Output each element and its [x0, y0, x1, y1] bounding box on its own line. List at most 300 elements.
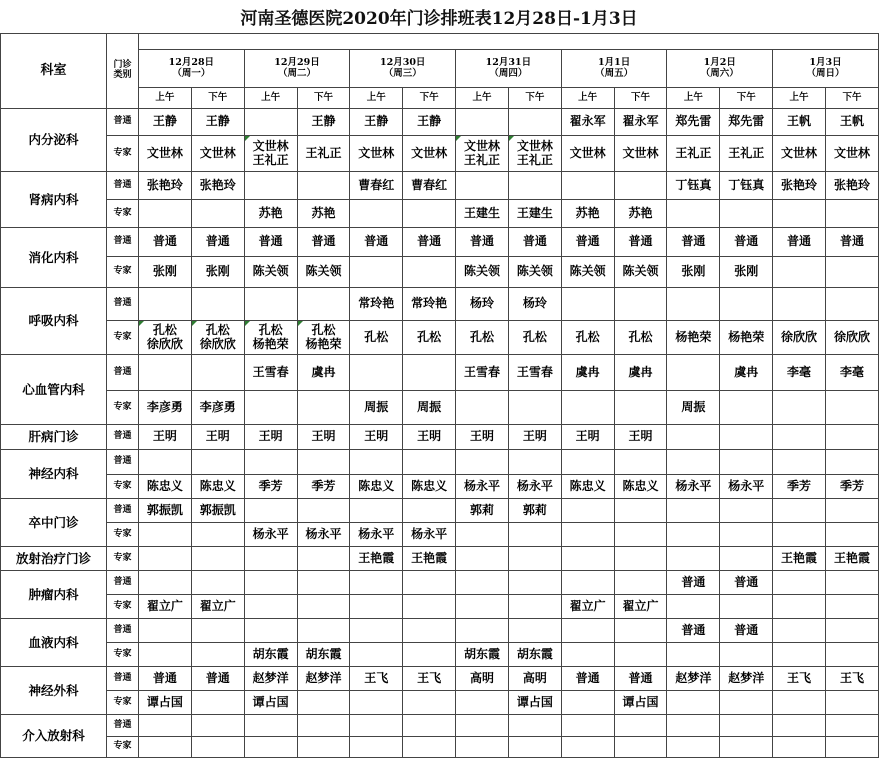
schedule-cell[interactable]	[825, 737, 878, 758]
schedule-cell[interactable]: 普通	[139, 667, 192, 691]
schedule-cell[interactable]: 孔松 杨艳荣	[297, 321, 350, 355]
dept-name[interactable]: 血液内科	[1, 619, 107, 667]
schedule-cell[interactable]	[297, 571, 350, 595]
schedule-cell[interactable]	[667, 355, 720, 391]
schedule-cell[interactable]	[825, 571, 878, 595]
schedule-cell[interactable]	[773, 288, 826, 321]
schedule-cell[interactable]: 普通	[561, 228, 614, 257]
pm-header[interactable]: 下午	[614, 88, 667, 109]
schedule-cell[interactable]: 虞冉	[561, 355, 614, 391]
schedule-cell[interactable]	[614, 499, 667, 523]
schedule-cell[interactable]: 李毫	[773, 355, 826, 391]
schedule-cell[interactable]	[403, 595, 456, 619]
clinic-type[interactable]: 普通	[107, 355, 139, 391]
schedule-cell[interactable]	[297, 547, 350, 571]
schedule-cell[interactable]: 文世林	[403, 136, 456, 172]
day-header[interactable]: 12月31日 （周四）	[456, 50, 562, 88]
schedule-cell[interactable]	[825, 523, 878, 547]
schedule-cell[interactable]: 普通	[667, 619, 720, 643]
schedule-cell[interactable]	[297, 691, 350, 715]
schedule-cell[interactable]: 王艳霞	[825, 547, 878, 571]
schedule-cell[interactable]: 胡东霞	[508, 643, 561, 667]
day-header[interactable]: 1月1日 （周五）	[561, 50, 667, 88]
schedule-cell[interactable]: 杨永平	[350, 523, 403, 547]
am-header[interactable]: 上午	[773, 88, 826, 109]
schedule-cell[interactable]: 文世林	[825, 136, 878, 172]
schedule-cell[interactable]: 王静	[350, 109, 403, 136]
schedule-cell[interactable]	[403, 643, 456, 667]
am-header[interactable]: 上午	[561, 88, 614, 109]
schedule-cell[interactable]	[561, 715, 614, 737]
am-header[interactable]: 上午	[350, 88, 403, 109]
schedule-cell[interactable]	[456, 450, 509, 475]
schedule-cell[interactable]	[139, 643, 192, 667]
schedule-cell[interactable]	[456, 172, 509, 200]
schedule-cell[interactable]	[191, 571, 244, 595]
schedule-cell[interactable]	[508, 109, 561, 136]
schedule-cell[interactable]: 陈忠义	[403, 475, 456, 499]
schedule-cell[interactable]	[667, 523, 720, 547]
schedule-cell[interactable]: 丁钰真	[720, 172, 773, 200]
schedule-cell[interactable]: 谭占国	[244, 691, 297, 715]
schedule-cell[interactable]	[773, 737, 826, 758]
schedule-cell[interactable]: 张艳玲	[139, 172, 192, 200]
schedule-cell[interactable]	[614, 288, 667, 321]
schedule-cell[interactable]	[720, 450, 773, 475]
schedule-cell[interactable]: 陈关领	[508, 257, 561, 288]
clinic-type[interactable]: 专家	[107, 547, 139, 571]
schedule-cell[interactable]	[720, 595, 773, 619]
schedule-cell[interactable]: 杨永平	[456, 475, 509, 499]
schedule-cell[interactable]: 王明	[244, 425, 297, 450]
schedule-cell[interactable]: 王飞	[403, 667, 456, 691]
dept-name[interactable]: 心血管内科	[1, 355, 107, 425]
schedule-cell[interactable]: 谭占国	[508, 691, 561, 715]
schedule-cell[interactable]	[350, 200, 403, 228]
schedule-cell[interactable]	[139, 523, 192, 547]
schedule-cell[interactable]	[403, 715, 456, 737]
schedule-cell[interactable]: 王明	[614, 425, 667, 450]
schedule-cell[interactable]	[350, 355, 403, 391]
schedule-cell[interactable]: 季芳	[773, 475, 826, 499]
schedule-cell[interactable]: 文世林	[614, 136, 667, 172]
schedule-cell[interactable]: 孔松	[456, 321, 509, 355]
dept-name[interactable]: 消化内科	[1, 228, 107, 288]
schedule-cell[interactable]	[139, 450, 192, 475]
schedule-cell[interactable]: 虞冉	[614, 355, 667, 391]
schedule-cell[interactable]	[614, 715, 667, 737]
schedule-cell[interactable]	[403, 619, 456, 643]
pm-header[interactable]: 下午	[297, 88, 350, 109]
schedule-cell[interactable]	[561, 619, 614, 643]
schedule-cell[interactable]	[720, 737, 773, 758]
schedule-cell[interactable]: 季芳	[244, 475, 297, 499]
schedule-cell[interactable]: 孔松 徐欣欣	[139, 321, 192, 355]
clinic-type[interactable]: 普通	[107, 172, 139, 200]
schedule-cell[interactable]	[561, 523, 614, 547]
schedule-cell[interactable]: 普通	[720, 619, 773, 643]
schedule-cell[interactable]	[773, 499, 826, 523]
schedule-cell[interactable]: 孔松	[614, 321, 667, 355]
schedule-cell[interactable]: 徐欣欣	[825, 321, 878, 355]
schedule-cell[interactable]	[773, 523, 826, 547]
clinic-type[interactable]: 专家	[107, 643, 139, 667]
header-blank[interactable]	[139, 34, 879, 50]
schedule-cell[interactable]: 郭莉	[508, 499, 561, 523]
schedule-cell[interactable]: 苏艳	[614, 200, 667, 228]
schedule-cell[interactable]: 徐欣欣	[773, 321, 826, 355]
schedule-cell[interactable]	[297, 715, 350, 737]
schedule-cell[interactable]: 郑先雷	[667, 109, 720, 136]
clinic-type[interactable]: 专家	[107, 595, 139, 619]
schedule-cell[interactable]	[350, 595, 403, 619]
schedule-cell[interactable]: 孔松 徐欣欣	[191, 321, 244, 355]
schedule-cell[interactable]: 普通	[456, 228, 509, 257]
schedule-cell[interactable]: 杨永平	[297, 523, 350, 547]
schedule-cell[interactable]	[191, 547, 244, 571]
schedule-cell[interactable]: 胡东霞	[244, 643, 297, 667]
schedule-cell[interactable]: 王静	[191, 109, 244, 136]
schedule-cell[interactable]: 谭占国	[614, 691, 667, 715]
schedule-cell[interactable]	[614, 571, 667, 595]
clinic-type[interactable]: 普通	[107, 499, 139, 523]
schedule-cell[interactable]	[720, 499, 773, 523]
schedule-cell[interactable]: 王礼正	[667, 136, 720, 172]
schedule-cell[interactable]	[191, 523, 244, 547]
schedule-cell[interactable]	[191, 619, 244, 643]
clinic-type[interactable]: 普通	[107, 109, 139, 136]
schedule-cell[interactable]: 普通	[508, 228, 561, 257]
day-header[interactable]: 1月3日 （周日）	[773, 50, 879, 88]
schedule-cell[interactable]	[244, 571, 297, 595]
schedule-cell[interactable]: 王建生	[456, 200, 509, 228]
dept-name[interactable]: 内分泌科	[1, 109, 107, 172]
type-header[interactable]: 门诊 类别	[107, 34, 139, 109]
schedule-cell[interactable]	[667, 691, 720, 715]
schedule-cell[interactable]: 陈关领	[297, 257, 350, 288]
schedule-cell[interactable]	[561, 172, 614, 200]
schedule-cell[interactable]: 王雪春	[456, 355, 509, 391]
schedule-cell[interactable]	[773, 391, 826, 425]
schedule-cell[interactable]: 孔松 杨艳荣	[244, 321, 297, 355]
clinic-type[interactable]: 普通	[107, 228, 139, 257]
schedule-cell[interactable]	[825, 450, 878, 475]
schedule-cell[interactable]	[667, 715, 720, 737]
schedule-cell[interactable]	[720, 200, 773, 228]
schedule-cell[interactable]: 曹春红	[350, 172, 403, 200]
schedule-cell[interactable]	[508, 391, 561, 425]
schedule-cell[interactable]	[350, 619, 403, 643]
dept-name[interactable]: 肾病内科	[1, 172, 107, 228]
schedule-cell[interactable]	[350, 450, 403, 475]
schedule-cell[interactable]	[720, 523, 773, 547]
dept-name[interactable]: 卒中门诊	[1, 499, 107, 547]
day-header[interactable]: 1月2日 （周六）	[667, 50, 773, 88]
schedule-cell[interactable]	[825, 691, 878, 715]
schedule-cell[interactable]: 王建生	[508, 200, 561, 228]
schedule-cell[interactable]: 郑先雷	[720, 109, 773, 136]
schedule-cell[interactable]	[508, 547, 561, 571]
schedule-cell[interactable]: 常玲艳	[350, 288, 403, 321]
schedule-cell[interactable]	[350, 715, 403, 737]
schedule-cell[interactable]	[825, 288, 878, 321]
schedule-cell[interactable]: 陈忠义	[614, 475, 667, 499]
schedule-cell[interactable]	[773, 619, 826, 643]
schedule-cell[interactable]	[614, 450, 667, 475]
clinic-type[interactable]: 普通	[107, 571, 139, 595]
schedule-cell[interactable]	[297, 391, 350, 425]
schedule-cell[interactable]	[561, 391, 614, 425]
schedule-cell[interactable]	[561, 288, 614, 321]
clinic-type[interactable]: 普通	[107, 425, 139, 450]
schedule-cell[interactable]	[667, 200, 720, 228]
schedule-cell[interactable]	[297, 288, 350, 321]
schedule-cell[interactable]: 丁钰真	[667, 172, 720, 200]
schedule-cell[interactable]: 普通	[561, 667, 614, 691]
schedule-cell[interactable]	[350, 691, 403, 715]
schedule-cell[interactable]: 杨玲	[456, 288, 509, 321]
schedule-cell[interactable]	[508, 450, 561, 475]
schedule-cell[interactable]	[825, 391, 878, 425]
schedule-cell[interactable]: 胡东霞	[297, 643, 350, 667]
schedule-cell[interactable]	[297, 619, 350, 643]
schedule-cell[interactable]	[561, 571, 614, 595]
pm-header[interactable]: 下午	[508, 88, 561, 109]
schedule-cell[interactable]: 张刚	[139, 257, 192, 288]
schedule-cell[interactable]	[773, 595, 826, 619]
schedule-cell[interactable]: 王雪春	[508, 355, 561, 391]
schedule-cell[interactable]: 翟永军	[614, 109, 667, 136]
schedule-cell[interactable]: 翟立广	[561, 595, 614, 619]
schedule-cell[interactable]: 普通	[403, 228, 456, 257]
schedule-cell[interactable]: 季芳	[825, 475, 878, 499]
pm-header[interactable]: 下午	[191, 88, 244, 109]
schedule-cell[interactable]	[350, 499, 403, 523]
schedule-cell[interactable]	[614, 391, 667, 425]
schedule-cell[interactable]: 王明	[456, 425, 509, 450]
schedule-cell[interactable]: 王静	[139, 109, 192, 136]
schedule-cell[interactable]	[773, 450, 826, 475]
schedule-cell[interactable]	[403, 571, 456, 595]
pm-header[interactable]: 下午	[825, 88, 878, 109]
schedule-cell[interactable]: 孔松	[403, 321, 456, 355]
schedule-cell[interactable]: 文世林	[350, 136, 403, 172]
schedule-cell[interactable]	[139, 288, 192, 321]
clinic-type[interactable]: 专家	[107, 391, 139, 425]
schedule-cell[interactable]	[508, 737, 561, 758]
schedule-cell[interactable]	[297, 172, 350, 200]
schedule-cell[interactable]	[825, 499, 878, 523]
schedule-cell[interactable]: 杨永平	[667, 475, 720, 499]
schedule-cell[interactable]: 普通	[614, 228, 667, 257]
schedule-cell[interactable]	[403, 691, 456, 715]
schedule-cell[interactable]	[297, 450, 350, 475]
schedule-cell[interactable]: 陈关领	[614, 257, 667, 288]
schedule-cell[interactable]: 高明	[456, 667, 509, 691]
schedule-cell[interactable]	[773, 715, 826, 737]
schedule-cell[interactable]: 翟立广	[191, 595, 244, 619]
schedule-cell[interactable]: 张刚	[667, 257, 720, 288]
schedule-cell[interactable]: 王明	[297, 425, 350, 450]
schedule-cell[interactable]: 翟立广	[614, 595, 667, 619]
pm-header[interactable]: 下午	[403, 88, 456, 109]
schedule-cell[interactable]: 杨艳荣	[720, 321, 773, 355]
dept-name[interactable]: 肝病门诊	[1, 425, 107, 450]
schedule-cell[interactable]: 普通	[297, 228, 350, 257]
am-header[interactable]: 上午	[139, 88, 192, 109]
schedule-cell[interactable]: 苏艳	[561, 200, 614, 228]
schedule-cell[interactable]	[191, 715, 244, 737]
schedule-cell[interactable]: 王礼正	[720, 136, 773, 172]
schedule-cell[interactable]	[244, 619, 297, 643]
schedule-cell[interactable]	[773, 425, 826, 450]
schedule-cell[interactable]: 文世林	[561, 136, 614, 172]
schedule-cell[interactable]: 普通	[720, 228, 773, 257]
schedule-cell[interactable]	[720, 715, 773, 737]
dept-name[interactable]: 放射治疗门诊	[1, 547, 107, 571]
sheet-title[interactable]: 河南圣德医院2020年门诊排班表12月28日-1月3日	[0, 0, 878, 34]
schedule-cell[interactable]	[508, 172, 561, 200]
schedule-cell[interactable]	[667, 737, 720, 758]
schedule-cell[interactable]: 文世林 王礼正	[508, 136, 561, 172]
schedule-cell[interactable]	[244, 595, 297, 619]
schedule-cell[interactable]: 文世林	[773, 136, 826, 172]
schedule-cell[interactable]: 王礼正	[297, 136, 350, 172]
schedule-cell[interactable]: 高明	[508, 667, 561, 691]
schedule-cell[interactable]: 杨永平	[720, 475, 773, 499]
schedule-cell[interactable]: 王雪春	[244, 355, 297, 391]
schedule-cell[interactable]: 翟永军	[561, 109, 614, 136]
schedule-cell[interactable]: 谭占国	[139, 691, 192, 715]
schedule-cell[interactable]	[508, 715, 561, 737]
schedule-cell[interactable]	[561, 547, 614, 571]
schedule-cell[interactable]: 陈忠义	[350, 475, 403, 499]
schedule-cell[interactable]	[244, 547, 297, 571]
schedule-cell[interactable]: 苏艳	[244, 200, 297, 228]
schedule-cell[interactable]	[720, 691, 773, 715]
schedule-cell[interactable]: 文世林 王礼正	[456, 136, 509, 172]
schedule-cell[interactable]	[508, 619, 561, 643]
schedule-cell[interactable]	[403, 257, 456, 288]
schedule-cell[interactable]: 曹春红	[403, 172, 456, 200]
schedule-cell[interactable]: 普通	[667, 571, 720, 595]
clinic-type[interactable]: 专家	[107, 200, 139, 228]
schedule-cell[interactable]	[191, 288, 244, 321]
schedule-cell[interactable]	[456, 109, 509, 136]
schedule-cell[interactable]	[191, 643, 244, 667]
schedule-cell[interactable]: 张刚	[191, 257, 244, 288]
schedule-cell[interactable]	[456, 619, 509, 643]
schedule-cell[interactable]: 王飞	[825, 667, 878, 691]
schedule-cell[interactable]	[720, 288, 773, 321]
schedule-cell[interactable]: 李毫	[825, 355, 878, 391]
schedule-cell[interactable]	[825, 715, 878, 737]
schedule-cell[interactable]	[297, 595, 350, 619]
schedule-cell[interactable]: 赵梦洋	[720, 667, 773, 691]
schedule-cell[interactable]	[773, 257, 826, 288]
schedule-cell[interactable]: 王艳霞	[403, 547, 456, 571]
schedule-cell[interactable]	[614, 547, 667, 571]
schedule-cell[interactable]: 王飞	[350, 667, 403, 691]
schedule-cell[interactable]	[350, 571, 403, 595]
schedule-cell[interactable]	[297, 737, 350, 758]
schedule-cell[interactable]: 杨永平	[508, 475, 561, 499]
schedule-cell[interactable]	[508, 595, 561, 619]
schedule-cell[interactable]	[456, 523, 509, 547]
dept-name[interactable]: 呼吸内科	[1, 288, 107, 355]
schedule-cell[interactable]	[139, 619, 192, 643]
schedule-cell[interactable]	[191, 450, 244, 475]
dept-name[interactable]: 介入放射科	[1, 715, 107, 758]
schedule-cell[interactable]	[825, 425, 878, 450]
schedule-cell[interactable]: 孔松	[350, 321, 403, 355]
clinic-type[interactable]: 普通	[107, 715, 139, 737]
schedule-cell[interactable]	[561, 499, 614, 523]
schedule-cell[interactable]	[139, 200, 192, 228]
dept-header[interactable]: 科室	[1, 34, 107, 109]
schedule-cell[interactable]: 常玲艳	[403, 288, 456, 321]
schedule-cell[interactable]	[773, 643, 826, 667]
schedule-cell[interactable]	[825, 619, 878, 643]
schedule-cell[interactable]: 季芳	[297, 475, 350, 499]
schedule-cell[interactable]: 郭振凯	[191, 499, 244, 523]
schedule-cell[interactable]: 虞冉	[297, 355, 350, 391]
schedule-cell[interactable]	[350, 643, 403, 667]
day-header[interactable]: 12月28日 （周一）	[139, 50, 245, 88]
clinic-type[interactable]: 专家	[107, 523, 139, 547]
clinic-type[interactable]: 普通	[107, 667, 139, 691]
schedule-cell[interactable]	[614, 643, 667, 667]
schedule-cell[interactable]: 李彦勇	[139, 391, 192, 425]
schedule-cell[interactable]	[191, 355, 244, 391]
schedule-cell[interactable]	[825, 595, 878, 619]
clinic-type[interactable]: 专家	[107, 257, 139, 288]
schedule-cell[interactable]	[244, 499, 297, 523]
schedule-cell[interactable]: 普通	[244, 228, 297, 257]
schedule-cell[interactable]	[561, 691, 614, 715]
schedule-cell[interactable]: 胡东霞	[456, 643, 509, 667]
schedule-cell[interactable]	[297, 499, 350, 523]
schedule-cell[interactable]: 普通	[350, 228, 403, 257]
schedule-cell[interactable]: 王明	[191, 425, 244, 450]
schedule-cell[interactable]: 陈忠义	[191, 475, 244, 499]
schedule-cell[interactable]: 文世林	[191, 136, 244, 172]
day-header[interactable]: 12月29日 （周二）	[244, 50, 350, 88]
schedule-cell[interactable]	[825, 257, 878, 288]
schedule-cell[interactable]	[403, 737, 456, 758]
schedule-cell[interactable]: 翟立广	[139, 595, 192, 619]
schedule-cell[interactable]	[350, 737, 403, 758]
clinic-type[interactable]: 专家	[107, 475, 139, 499]
schedule-cell[interactable]: 孔松	[561, 321, 614, 355]
schedule-cell[interactable]	[191, 691, 244, 715]
schedule-cell[interactable]	[456, 547, 509, 571]
schedule-cell[interactable]	[139, 715, 192, 737]
schedule-cell[interactable]	[456, 391, 509, 425]
schedule-cell[interactable]	[139, 571, 192, 595]
schedule-cell[interactable]	[614, 737, 667, 758]
schedule-cell[interactable]: 普通	[720, 571, 773, 595]
schedule-cell[interactable]: 赵梦洋	[667, 667, 720, 691]
schedule-cell[interactable]: 周振	[350, 391, 403, 425]
schedule-cell[interactable]: 陈关领	[561, 257, 614, 288]
clinic-type[interactable]: 专家	[107, 136, 139, 172]
schedule-cell[interactable]: 普通	[191, 228, 244, 257]
schedule-cell[interactable]: 郭振凯	[139, 499, 192, 523]
schedule-cell[interactable]: 郭莉	[456, 499, 509, 523]
schedule-cell[interactable]	[561, 737, 614, 758]
schedule-cell[interactable]: 周振	[667, 391, 720, 425]
